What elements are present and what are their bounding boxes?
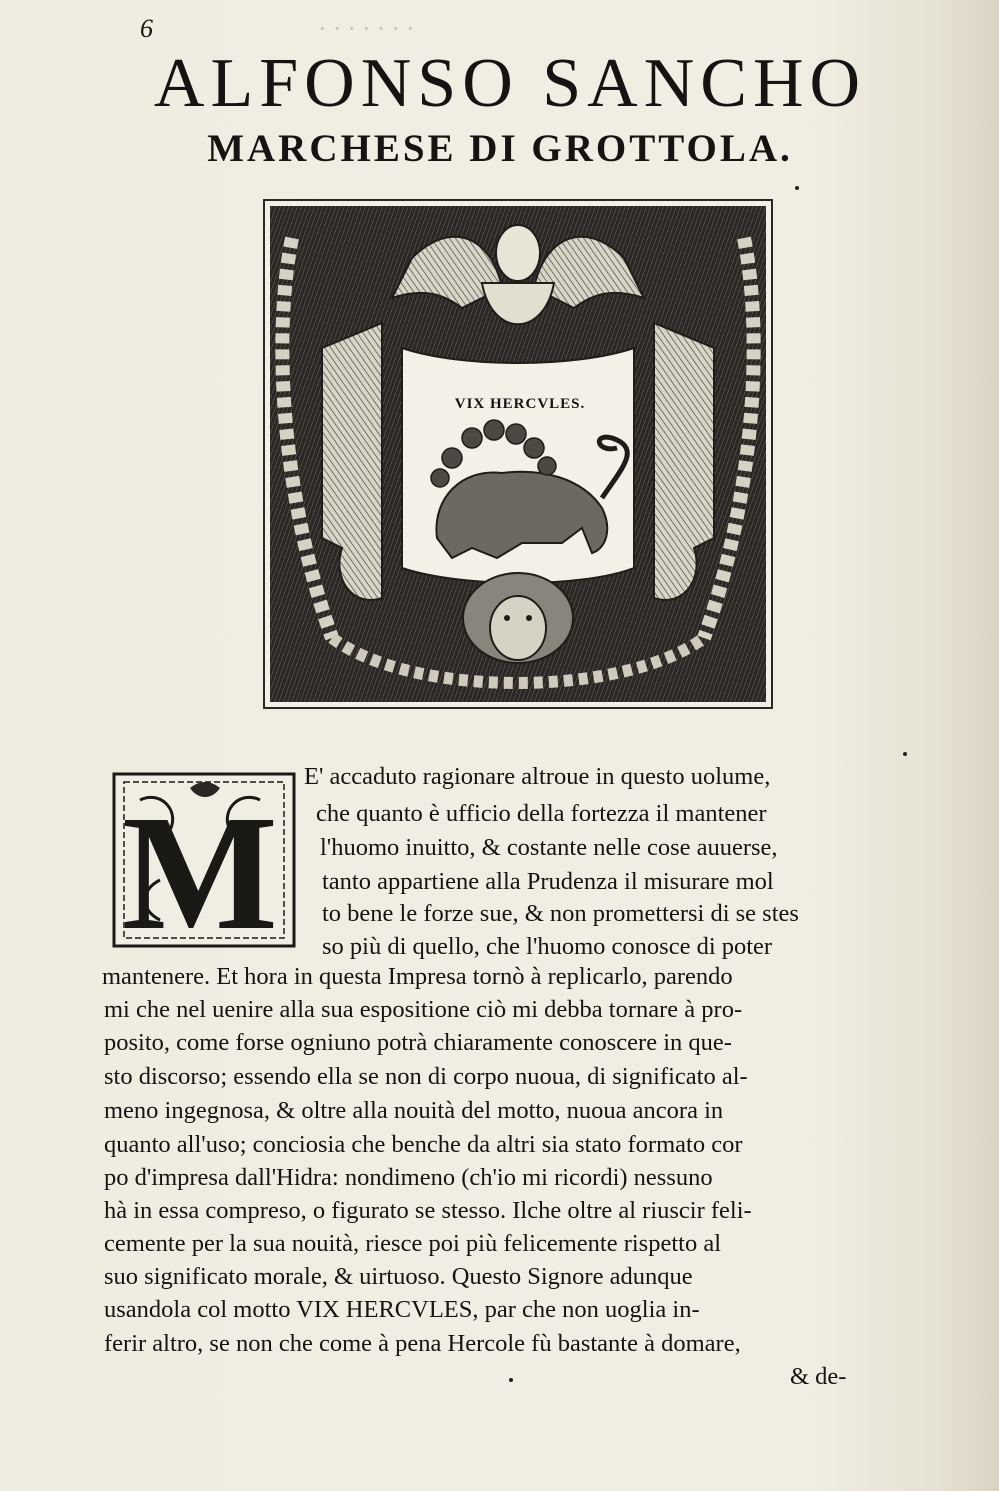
hydra-emblem-icon (262, 198, 774, 710)
body-line: mantenere. Et hora in questa Impresa tornò à replicarlo, parendo (102, 963, 733, 990)
emblem-engraving (262, 198, 774, 710)
emblem-motto: VIX HERCVLES. (454, 396, 586, 412)
bleed-through-text: ······· (318, 14, 421, 40)
ink-speck (903, 752, 907, 756)
ink-speck (509, 1378, 513, 1382)
ornamental-initial-icon (100, 770, 300, 950)
body-line: sto discorso; essendo ella se non di corpo nuoua, di significato al- (104, 1063, 748, 1090)
body-line: to bene le forze sue, & non promettersi di se stes (322, 900, 799, 927)
drop-cap-letter: M (122, 781, 278, 950)
page-number: 6 (140, 14, 153, 43)
body-line: ferir altro, se non che come à pena Hercole fù bastante à domare, (104, 1330, 741, 1357)
body-line: posito, come forse ogniuno potrà chiaramente conoscere in que- (104, 1029, 732, 1056)
body-line: po d'impresa dall'Hidra: nondimeno (ch'io mi ricordi) nessuno (104, 1164, 713, 1191)
page-subtitle: MARCHESE DI GROTTOLA. (207, 127, 793, 170)
body-line: suo significato morale, & uirtuoso. Questo Signore adunque (104, 1263, 693, 1290)
body-line: quanto all'uso; conciosia che benche da altri sia stato formato cor (104, 1131, 743, 1158)
body-line: hà in essa compreso, o figurato se stesso. Ilche oltre al riuscir feli- (104, 1197, 752, 1224)
page-title: ALFONSO SANCHO (153, 45, 867, 122)
body-line: che quanto è ufficio della fortezza il mantener (316, 800, 767, 827)
drop-cap-frame (100, 770, 300, 950)
body-line: tanto appartiene alla Prudenza il misurare mol (322, 868, 774, 895)
body-line: E' accaduto ragionare altroue in questo uolume, (304, 763, 771, 790)
body-line: meno ingegnosa, & oltre alla nouità del motto, nuoua ancora in (104, 1097, 724, 1124)
body-line: cemente per la sua nouità, riesce poi più felicemente rispetto al (104, 1230, 722, 1257)
body-line: so più di quello, che l'huomo conosce di poter (322, 933, 773, 960)
body-line: l'huomo inuitto, & costante nelle cose auuerse, (320, 834, 778, 861)
body-line: mi che nel uenire alla sua espositione ciò mi debba tornare à pro- (104, 996, 743, 1023)
ink-speck (795, 186, 799, 190)
catchword: & de- (790, 1363, 847, 1390)
body-line: usandola col motto VIX HERCVLES, par che non uoglia in- (104, 1296, 700, 1323)
